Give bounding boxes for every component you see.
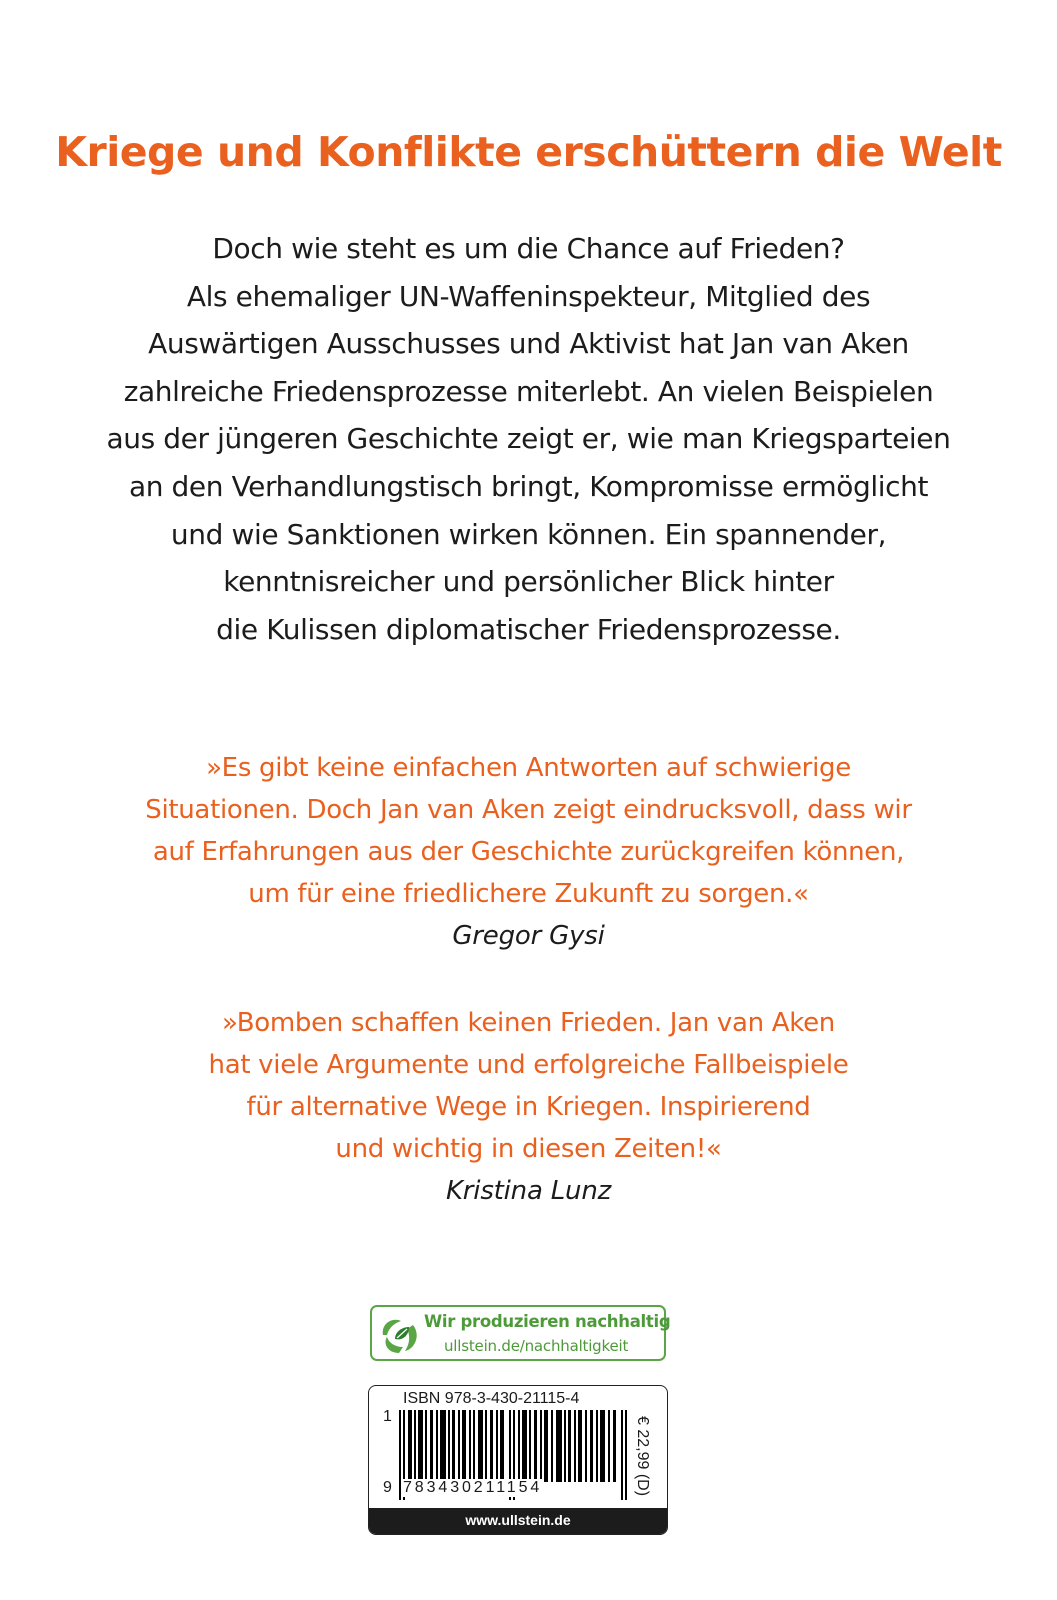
barcode-lead-digit: 9: [383, 1479, 392, 1496]
quote-line: Situationen. Doch Jan van Aken zeigt eindrucksvoll, dass wir: [145, 795, 912, 825]
blurb-line: Auswärtigen Ausschusses und Aktivist hat Jan van Aken: [148, 327, 909, 361]
blurb-line: Als ehemaliger UN-Waffeninspekteur, Mitglied des: [186, 279, 871, 313]
quote-author: Kristina Lunz: [445, 1176, 612, 1206]
testimonial-quote: [60, 1002, 997, 1212]
blurb-line: an den Verhandlungstisch bringt, Kompromisse ermöglicht: [128, 469, 929, 503]
blurb-line: aus der jüngeren Geschichte zeigt er, wie man Kriegsparteien: [106, 422, 951, 456]
price: € 22,99 (D): [634, 1416, 651, 1497]
quote-line: auf Erfahrungen aus der Geschichte zurückgreifen können,: [152, 837, 905, 867]
quote-line: um für eine friedlichere Zukunft zu sorgen.«: [248, 879, 809, 909]
blurb-line: die Kulissen diplomatischer Friedensprozesse.: [216, 612, 841, 646]
quote-line: »Es gibt keine einfachen Antworten auf schwierige: [206, 753, 851, 783]
blurb: [60, 225, 997, 653]
isbn-number: ISBN 978-3-430-21115-4: [403, 1390, 580, 1407]
blurb-line: Doch wie steht es um die Chance auf Frieden?: [212, 232, 845, 265]
quote-line: hat viele Argumente und erfolgreiche Fallbeispiele: [208, 1050, 849, 1080]
website-strip: [369, 1508, 667, 1534]
sustainability-badge: [370, 1305, 671, 1361]
headline: Kriege und Konflikte erschüttern die Welt: [55, 128, 1002, 176]
blurb-line: kenntnisreicher und persönlicher Blick hinter: [223, 565, 834, 599]
badge-title: Wir produzieren nachhaltig: [424, 1312, 671, 1331]
quote-author: Gregor Gysi: [452, 921, 605, 951]
barcode-first-digit: 1: [383, 1408, 392, 1425]
blurb-line: zahlreiche Friedensprozesse miterlebt. An vielen Beispielen: [123, 374, 934, 408]
testimonial-quote: [60, 747, 997, 957]
barcode-digits: 783430211154: [403, 1479, 543, 1496]
quote-line: für alternative Wege in Kriegen. Inspirierend: [246, 1092, 811, 1122]
quote-line: »Bomben schaffen keinen Frieden. Jan van Aken: [222, 1008, 835, 1038]
badge-url: ullstein.de/nachhaltigkeit: [444, 1337, 629, 1355]
quote-line: und wichtig in diesen Zeiten!«: [335, 1134, 722, 1164]
isbn-barcode: [368, 1385, 668, 1535]
blurb-line: und wie Sanktionen wirken können. Ein spannender,: [170, 517, 887, 551]
recycle-leaf-icon: [377, 1313, 421, 1357]
website-url: www.ullstein.de: [465, 1512, 571, 1528]
